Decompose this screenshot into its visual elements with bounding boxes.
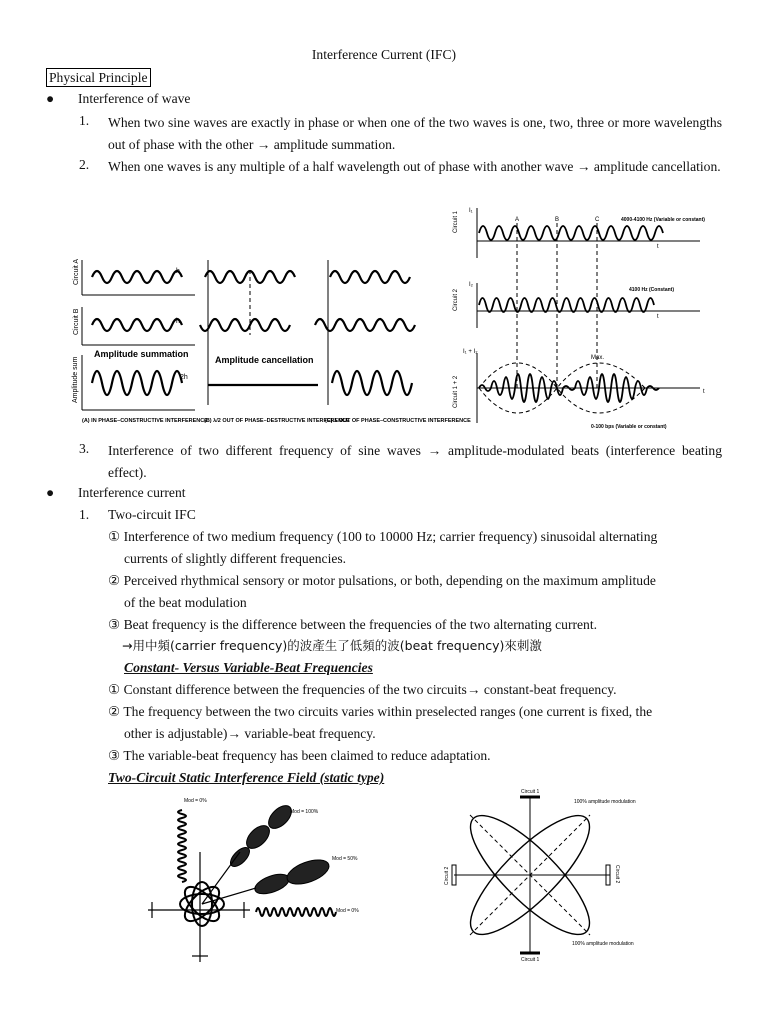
list-item-1-text: When two sine waves are exactly in phase or when one of the two waves is one, two, three or more wavelengths out of phase with the other → amplitude summation. [108, 115, 722, 152]
label-amplitude-sum: Amplitude sum [72, 356, 79, 403]
bullet-interference-of-wave: Interference of wave [78, 91, 191, 106]
label-circuit-a: Circuit A [73, 258, 80, 285]
list-item-2-text: When one waves is any multiple of a half wavelength out of phase with another wave → amplitude cancellation. [108, 159, 721, 174]
bullet-marker: ● [46, 485, 55, 500]
label-100-mod-bottom: 100% amplitude modulation [572, 941, 634, 947]
label-point-c: C [595, 217, 600, 223]
label-amplitude-cancellation: Amplitude cancellation [215, 355, 314, 365]
label-circuit-1: Circuit 1 [453, 210, 459, 233]
list-number-3: 3. [79, 441, 90, 456]
label-t-3: t [703, 389, 705, 395]
label-freq-circuit-2: 4100 Hz (Constant) [629, 287, 675, 293]
ifc-point-3-chinese: →用中頻(carrier frequency)的波產生了低頻的波(beat frequency)來刺激 [122, 638, 542, 653]
list-item-3-text: Interference of two different frequency of sine waves → amplitude-modulated beats (interference beating effect). [108, 443, 722, 480]
list-number-2: 2. [79, 157, 90, 172]
ifc-point-3: ③ Beat frequency is the difference between the frequencies of the two alternating current. [108, 617, 598, 632]
page-title: Interference Current (IFC) [311, 47, 457, 62]
label-mod-0-right: Mod = 0% [336, 908, 359, 914]
bullet-interference-current: Interference current [78, 485, 186, 500]
label-circuit-1-top: Circuit 1 [521, 789, 540, 795]
label-i1: I₁ [469, 208, 473, 214]
label-mod-0-top: Mod = 0% [184, 798, 207, 804]
heading-constant-vs-variable: Constant- Versus Variable-Beat Frequencies [124, 660, 373, 675]
label-mod-50: Mod = 50% [332, 856, 358, 862]
figure-beat-frequency [445, 203, 725, 433]
beat-point-2: ② The frequency between the two circuits varies within preselected ranges (one current is fixed, the [108, 704, 653, 719]
label-beat-bps: 0-100 bps (Variable or constant) [591, 424, 667, 430]
bullet-marker: ● [46, 91, 55, 106]
list-number-1b: 1. [79, 507, 90, 522]
label-circuit-1-plus-2: Circuit 1 + 2 [453, 375, 459, 408]
figure-static-interference-ellipses [440, 785, 636, 963]
list-number-1: 1. [79, 113, 90, 128]
caption-panel-b: (B) λ/2 OUT OF PHASE–DESTRUCTIVE INTERFERENCE [204, 418, 350, 424]
ifc-point-1-cont: currents of slightly different frequencies. [124, 551, 347, 566]
ifc-point-1: ① Interference of two medium frequency (100 to 10000 Hz; carrier frequency) sinusoidal alternating [108, 529, 658, 544]
label-h-a: h [176, 268, 180, 275]
section-heading-physical-principle: Physical Principle [46, 68, 151, 87]
caption-panel-a: (A) IN PHASE–CONSTRUCTIVE INTERFERENCE [82, 418, 208, 424]
label-circuit-2-left: Circuit 2 [444, 866, 450, 885]
label-max: Max. [591, 355, 605, 361]
ifc-point-2: ② Perceived rhythmical sensory or motor pulsations, or both, depending on the maximum amplitude [108, 573, 656, 588]
beat-point-2-cont: other is adjustable)→ variable-beat frequency. [124, 726, 376, 741]
label-i1-plus-i2: I₁ + I₂ [463, 349, 478, 355]
label-circuit-2-right: Circuit 2 [614, 865, 620, 884]
label-circuit-b: Circuit B [73, 308, 80, 335]
label-circuit-2: Circuit 2 [453, 288, 459, 311]
figure-clover-field [140, 792, 370, 964]
two-circuit-ifc-heading: Two-circuit IFC [108, 507, 196, 522]
beat-point-1: ① Constant difference between the frequencies of the two circuits→ constant-beat frequency. [108, 682, 617, 697]
label-mod-100: Mod = 100% [290, 809, 319, 815]
label-100-mod-top: 100% amplitude modulation [574, 799, 636, 805]
caption-panel-c: (C) λ OUT OF PHASE–CONSTRUCTIVE INTERFERENCE [325, 418, 471, 424]
label-freq-circuit-1: 4000-4100 Hz (Variable or constant) [621, 217, 705, 223]
beat-point-3: ③ The variable-beat frequency has been claimed to reduce adaptation. [108, 748, 491, 763]
label-point-a: A [515, 217, 520, 223]
label-amplitude-summation: Amplitude summation [94, 349, 189, 359]
ifc-point-2-cont: of the beat modulation [124, 595, 247, 610]
label-h-b: h [176, 318, 180, 325]
label-i2: I₂ [469, 282, 473, 288]
heading-static-interference-field: Two-Circuit Static Interference Field (static type) [108, 770, 385, 785]
label-circuit-1-bottom: Circuit 1 [521, 957, 540, 963]
label-2h: 2h [180, 374, 188, 381]
label-point-b: B [555, 217, 560, 223]
label-t-2: t [657, 314, 659, 320]
label-t-1: t [657, 244, 659, 250]
